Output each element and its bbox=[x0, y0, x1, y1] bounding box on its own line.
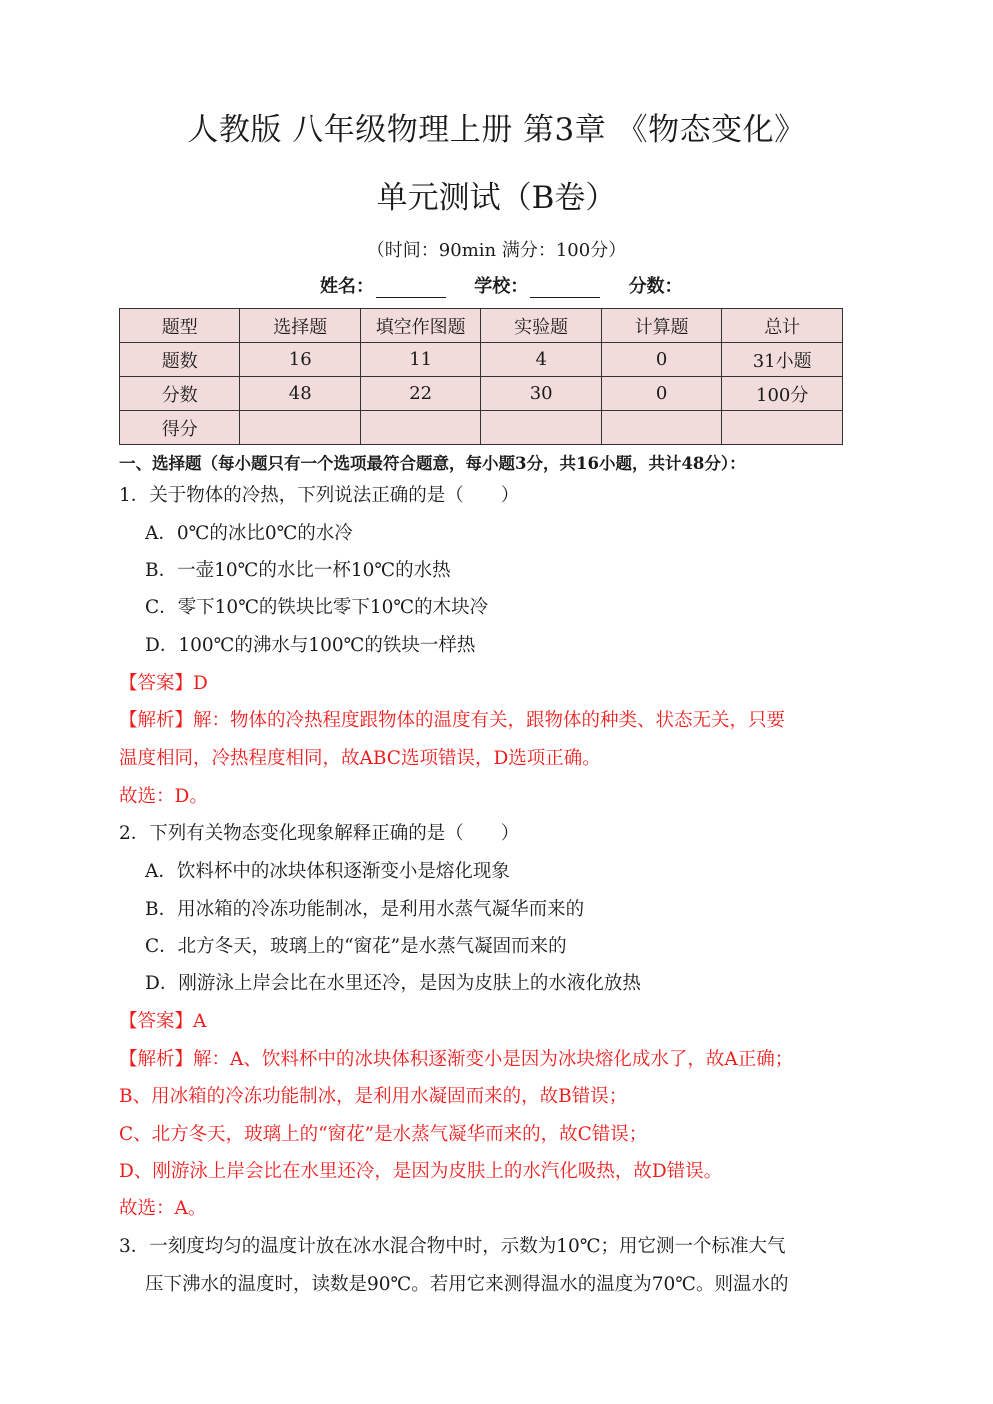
student-info-row bbox=[320, 272, 683, 298]
question-1-option-c: C．零下10℃的铁块比零下10℃的木块冷 bbox=[145, 597, 489, 618]
question-1-option-a: A．0℃的冰比0℃的水冷 bbox=[145, 523, 353, 544]
table-cell: 0 bbox=[601, 377, 721, 411]
table-cell: 选择题 bbox=[240, 309, 360, 343]
table-cell: 48 bbox=[240, 377, 360, 411]
table-cell bbox=[481, 411, 601, 445]
analysis-conclusion: 故选：D。 bbox=[119, 786, 208, 807]
table-cell: 11 bbox=[360, 343, 480, 377]
question-1-option-d: D．100℃的沸水与100℃的铁块一样热 bbox=[145, 635, 476, 656]
question-3-stem-continued: 压下沸水的温度时，读数是90℃。若用它来测得温水的温度为70℃。则温水的 bbox=[145, 1274, 789, 1295]
analysis-conclusion: 故选：A。 bbox=[119, 1198, 207, 1219]
question-2-analysis bbox=[119, 1048, 793, 1072]
table-cell: 30 bbox=[481, 377, 601, 411]
name-label: 姓名： bbox=[320, 276, 374, 297]
question-1-answer bbox=[119, 672, 208, 696]
table-cell bbox=[360, 411, 480, 445]
analysis-label: 【解析】 bbox=[119, 710, 194, 731]
question-2-option-a: A．饮料杯中的冰块体积逐渐变小是熔化现象 bbox=[145, 861, 510, 882]
table-cell: 0 bbox=[601, 343, 721, 377]
answer-value: D bbox=[193, 673, 208, 694]
table-cell: 16 bbox=[240, 343, 360, 377]
table-cell bbox=[601, 411, 721, 445]
table-cell: 实验题 bbox=[481, 309, 601, 343]
analysis-label: 【解析】 bbox=[119, 1049, 194, 1070]
table-cell: 4 bbox=[481, 343, 601, 377]
question-2-option-d: D．刚游泳上岸会比在水里还冷，是因为皮肤上的水液化放热 bbox=[145, 973, 641, 994]
analysis-line: 解：物体的冷热程度跟物体的温度有关，跟物体的种类、状态无关，只要 bbox=[193, 710, 786, 731]
table-row bbox=[120, 411, 843, 445]
name-blank bbox=[376, 279, 446, 298]
question-3-stem: 3．一刻度均匀的温度计放在冰水混合物中时，示数为10℃；用它测一个标准大气 bbox=[119, 1236, 786, 1257]
table-cell bbox=[722, 411, 843, 445]
answer-label: 【答案】 bbox=[119, 673, 194, 694]
table-cell: 题型 bbox=[120, 309, 240, 343]
analysis-line: 解：A、饮料杯中的冰块体积逐渐变小是因为冰块熔化成水了，故A正确； bbox=[193, 1049, 794, 1070]
answer-label: 【答案】 bbox=[119, 1011, 194, 1032]
document-title: 人教版 八年级物理上册 第3章 《物态变化》 bbox=[187, 112, 806, 148]
school-blank bbox=[530, 279, 600, 298]
table-row bbox=[120, 377, 843, 411]
exam-meta: （时间：90min 满分：100分） bbox=[366, 240, 627, 261]
table-cell bbox=[240, 411, 360, 445]
document-subtitle: 单元测试（B卷） bbox=[376, 180, 617, 216]
table-cell: 填空作图题 bbox=[360, 309, 480, 343]
table-cell: 22 bbox=[360, 377, 480, 411]
table-cell: 31小题 bbox=[722, 343, 843, 377]
answer-value: A bbox=[193, 1011, 207, 1032]
table-cell: 总计 bbox=[722, 309, 843, 343]
table-cell: 得分 bbox=[120, 411, 240, 445]
analysis-line: B、用冰箱的冷冻功能制冰，是利用水凝固而来的，故B错误； bbox=[119, 1086, 628, 1107]
section-heading: 一、选择题（每小题只有一个选项最符合题意，每小题3分，共16小题，共计48分）： bbox=[119, 454, 746, 473]
table-cell: 题数 bbox=[120, 343, 240, 377]
table-cell: 100分 bbox=[722, 377, 843, 411]
question-2-stem: 2．下列有关物态变化现象解释正确的是（ ） bbox=[119, 823, 520, 844]
table-cell: 计算题 bbox=[601, 309, 721, 343]
table-row bbox=[120, 309, 843, 343]
analysis-line: C、北方冬天，玻璃上的“窗花”是水蒸气凝华而来的，故C错误； bbox=[119, 1124, 648, 1145]
question-2-option-b: B．用冰箱的冷冻功能制冰，是利用水蒸气凝华而来的 bbox=[145, 899, 585, 920]
score-table bbox=[119, 308, 843, 445]
question-1-analysis bbox=[119, 709, 785, 733]
table-cell: 分数 bbox=[120, 377, 240, 411]
question-2-answer bbox=[119, 1010, 206, 1034]
school-label: 学校： bbox=[474, 276, 529, 297]
question-1-stem: 1．关于物体的冷热，下列说法正确的是（ ） bbox=[119, 485, 520, 506]
analysis-line: 温度相同，冷热程度相同，故ABC选项错误，D选项正确。 bbox=[119, 748, 601, 769]
question-1-option-b: B．一壶10℃的水比一杯10℃的水热 bbox=[145, 560, 451, 581]
question-2-option-c: C．北方冬天，玻璃上的“窗花”是水蒸气凝固而来的 bbox=[145, 936, 567, 957]
table-row bbox=[120, 343, 843, 377]
analysis-line: D、刚游泳上岸会比在水里还冷，是因为皮肤上的水汽化吸热，故D错误。 bbox=[119, 1161, 723, 1182]
score-label: 分数： bbox=[628, 276, 683, 297]
